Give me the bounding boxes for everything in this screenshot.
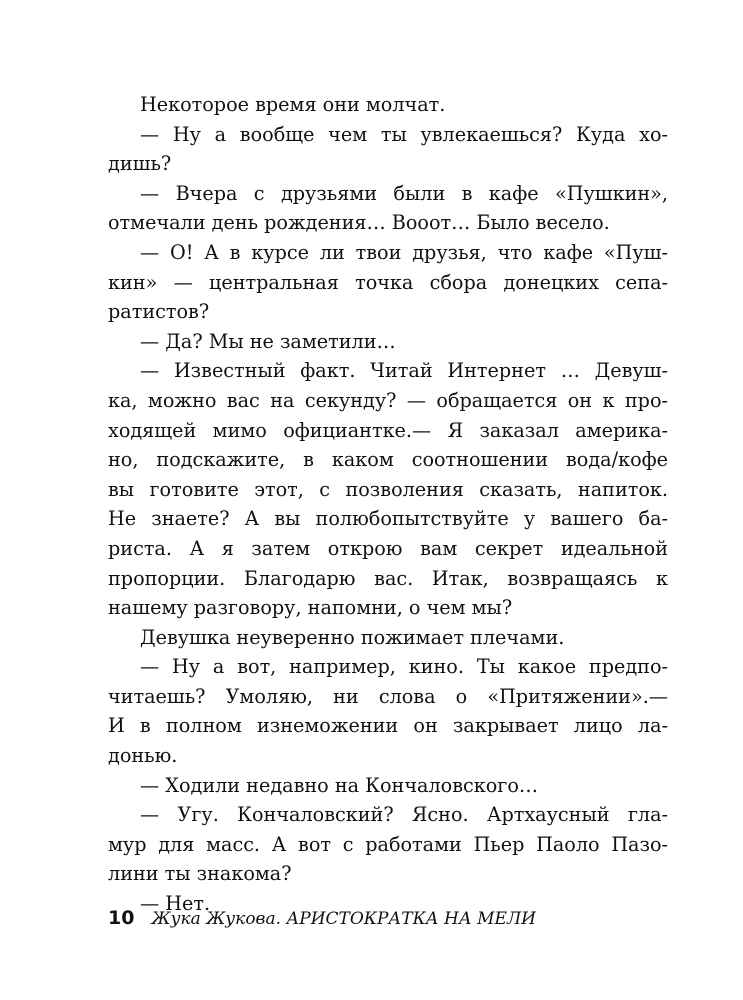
text-line: — Угу. Кончаловский? Ясно. Артхаусный гла- — [140, 803, 668, 827]
text-line: дишь? — [108, 152, 172, 176]
text-line: — Вчера с друзьями были в кафе «Пушкин», — [140, 181, 668, 205]
text-line: кин» — центральная точка сбора донецких сепа- — [108, 270, 668, 294]
text-line: Девушка неуверенно пожимает плечами. — [140, 625, 565, 649]
text-line: Некоторое время они молчат. — [140, 93, 446, 116]
running-title: Жука Жукова. АРИСТОКРАТКА НА МЕЛИ — [151, 909, 536, 929]
text-line: мур для масс. А вот с работами Пьер Паоло Пазо- — [108, 832, 668, 856]
page-number: 10 — [108, 907, 135, 929]
page-footer — [108, 903, 536, 933]
text-line: ратистов? — [108, 300, 210, 324]
text-line: Не знаете? А вы полюбопытствуйте у вашего ба- — [108, 507, 668, 531]
text-line: — О! А в курсе ли твои друзья, что кафе «Пуш- — [140, 240, 668, 264]
text-line: И в полном изнеможении он закрывает лицо ла- — [108, 714, 668, 738]
text-line: пропорции. Благодарю вас. Итак, возвращаясь к — [108, 566, 668, 590]
text-line: донью. — [108, 744, 178, 768]
text-line: ка, можно вас на секунду? — обращается он к про- — [108, 388, 668, 412]
text-line: — Ходили недавно на Кончаловского… — [140, 773, 539, 797]
text-line: вы готовите этот, с позволения сказать, напиток. — [108, 477, 668, 501]
text-line: но, подскажите, в каком соотношении вода/кофе — [108, 448, 668, 472]
text-line: риста. А я затем открою вам секрет идеальной — [108, 536, 668, 560]
text-line: лини ты знакома? — [108, 862, 292, 886]
text-line: нашему разговору, напомни, о чем мы? — [108, 596, 513, 620]
body-text — [108, 90, 668, 919]
text-line: — Да? Мы не заметили… — [140, 329, 396, 353]
text-line: — Ну а вообще чем ты увлекаешься? Куда хо- — [140, 122, 668, 146]
text-line: ходящей мимо официантке.— Я заказал америка- — [108, 418, 668, 442]
text-line: — Известный факт. Читай Интернет … Девуш- — [140, 359, 668, 383]
text-line: — Нет. — [140, 892, 211, 916]
text-line: — Ну а вот, например, кино. Ты какое предпо- — [140, 655, 668, 679]
text-line: читаешь? Умоляю, ни слова о «Притяжении».— — [108, 684, 668, 708]
text-line: отмечали день рождения… Вооот… Было весело. — [108, 211, 610, 235]
